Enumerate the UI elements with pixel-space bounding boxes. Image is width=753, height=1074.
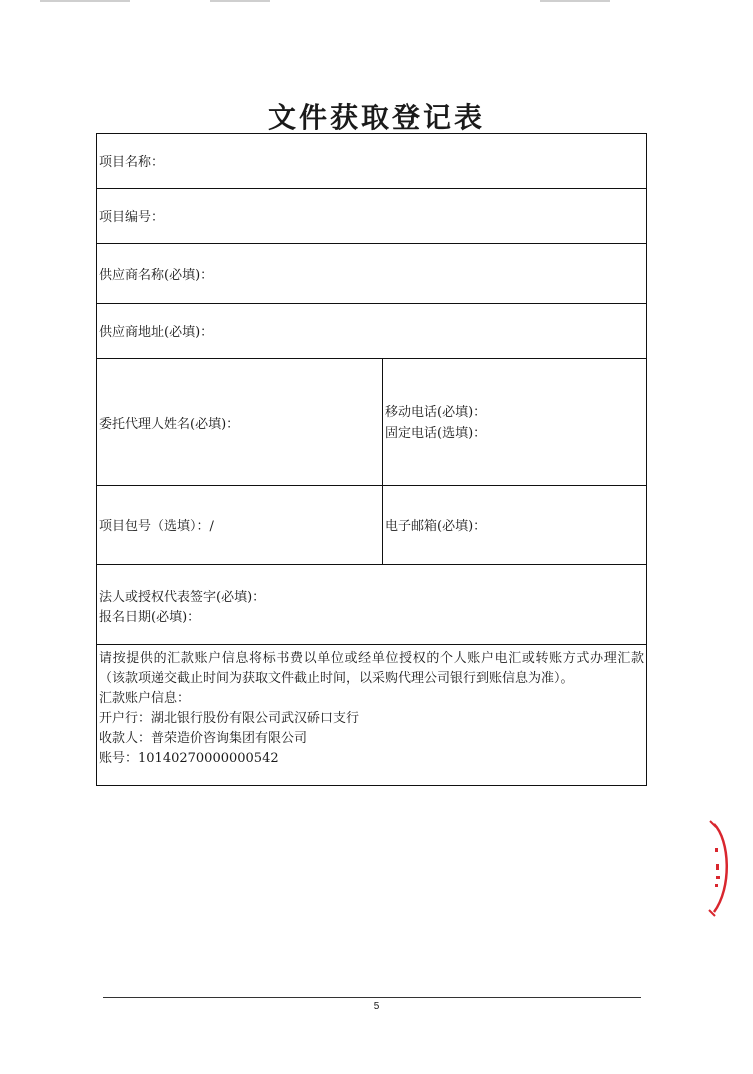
email-field[interactable]: 电子邮箱(必填)： — [385, 519, 487, 534]
supplier-name-field[interactable]: 供应商名称(必填)： — [99, 268, 214, 283]
package-number-field[interactable]: 项目包号（选填）：/ — [99, 519, 214, 534]
agent-name-field[interactable]: 委托代理人姓名(必填)： — [99, 417, 240, 432]
red-seal-stamp-icon — [700, 818, 740, 918]
mobile-phone-field[interactable]: 移动电话(必填)： — [385, 405, 487, 420]
payment-notice — [99, 649, 644, 769]
registration-date-field[interactable]: 报名日期(必填)： — [99, 610, 201, 625]
scan-artifact — [540, 0, 610, 2]
row-divider — [97, 564, 646, 565]
registration-form-table — [96, 133, 647, 786]
project-name-field[interactable]: 项目名称： — [99, 155, 165, 170]
column-divider — [382, 358, 383, 564]
row-divider — [97, 485, 646, 486]
landline-phone-field[interactable]: 固定电话(选填)： — [385, 426, 487, 441]
page-title: 文件获取登记表 — [267, 101, 485, 134]
payee-name: 收款人：普荣造价咨询集团有限公司 — [99, 731, 308, 746]
row-divider — [97, 188, 646, 189]
page-number: 5 — [373, 1001, 380, 1012]
bank-name: 开户行：湖北银行股份有限公司武汉硚口支行 — [99, 711, 360, 726]
legal-signature-field[interactable]: 法人或授权代表签字(必填)： — [99, 590, 266, 605]
project-number-field[interactable]: 项目编号： — [99, 210, 165, 225]
row-divider — [97, 644, 646, 645]
payment-instructions: 请按提供的汇款账户信息将标书费以单位或经单位授权的个人账户电汇或转账方式办理汇款（该款项递交截止时间为获取文件截止时间，以采购代理公司银行到账信息为准）。 — [99, 651, 644, 686]
row-divider — [97, 303, 646, 304]
account-info-label: 汇款账户信息： — [99, 691, 191, 706]
account-number: 账号：10140270000000542 — [99, 751, 279, 766]
row-divider — [97, 358, 646, 359]
footer-rule — [103, 997, 641, 998]
scan-artifact — [210, 0, 270, 2]
supplier-address-field[interactable]: 供应商地址(必填)： — [99, 325, 214, 340]
scan-artifact — [40, 0, 130, 2]
row-divider — [97, 243, 646, 244]
